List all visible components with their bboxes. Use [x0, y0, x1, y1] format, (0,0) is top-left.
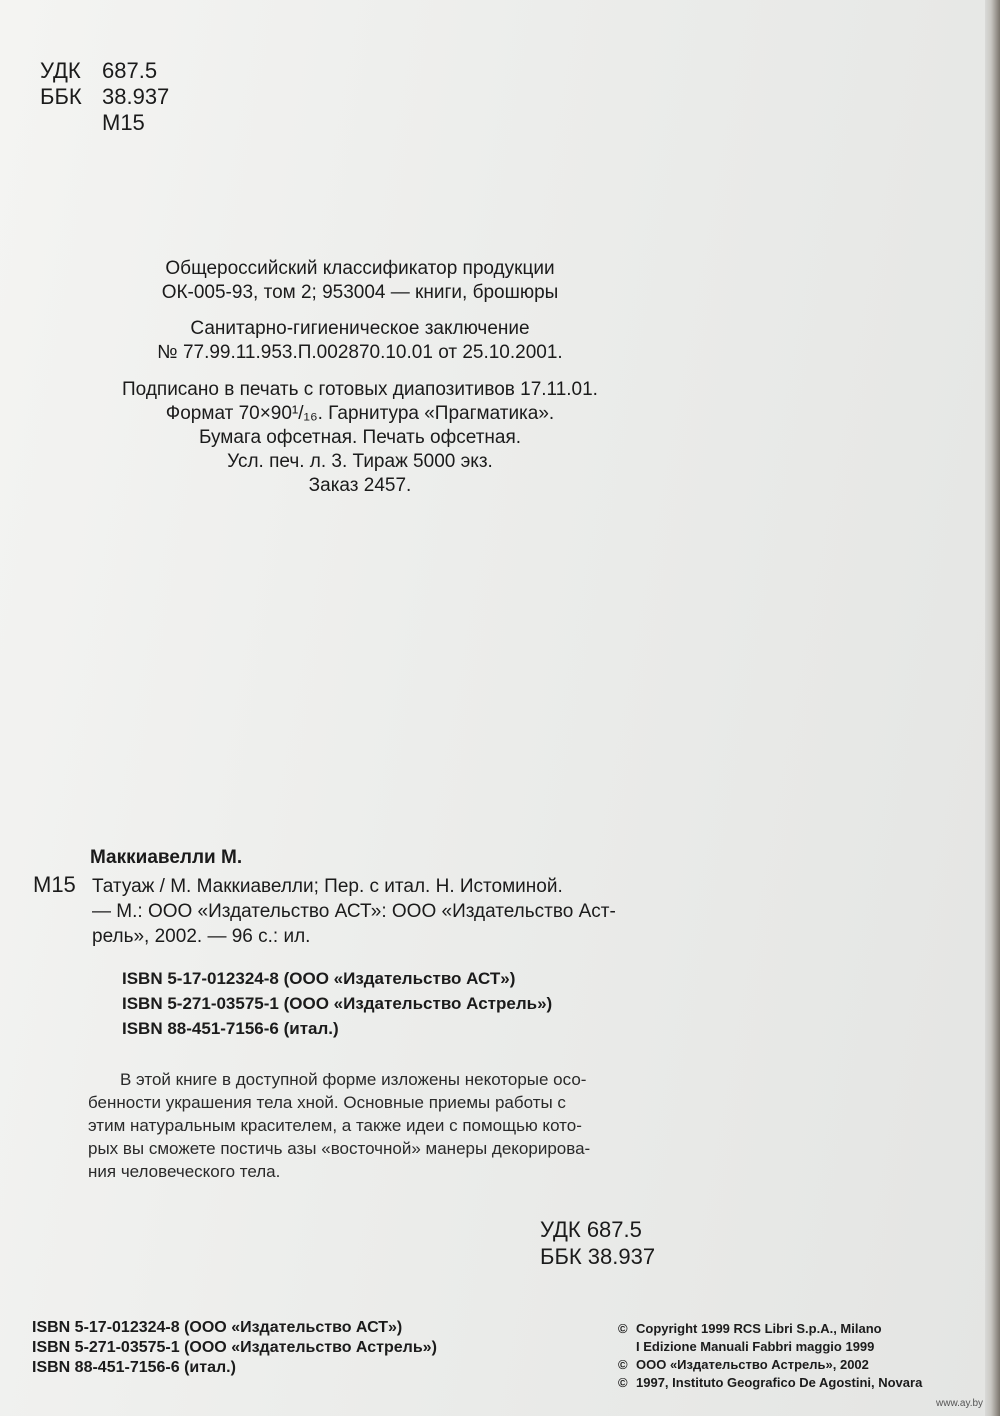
copyright-block [618, 1320, 922, 1392]
copyright-line: © 1997, Instituto Geografico De Agostini, Novara [618, 1375, 923, 1390]
catalog-codes [540, 1216, 655, 1270]
isbn-item: ISBN 5-17-012324-8 (ООО «Издательство АСТ») [122, 969, 516, 988]
sanitary-conclusion: Санитарно-гигиеническое заключение № 77.99.11.953.П.002870.10.01 от 25.10.2001. [157, 318, 563, 363]
copyright-icon: © [618, 1375, 628, 1390]
copyright-icon: © [618, 1357, 628, 1372]
author-mark: М15 [102, 110, 145, 135]
isbn-item: ISBN 88-451-7156-6 (итал.) [122, 1019, 339, 1038]
site-watermark: www.ay.by [936, 1398, 984, 1409]
page-edge-shadow [985, 0, 1000, 1416]
catalog-bbk: ББК 38.937 [540, 1244, 656, 1269]
product-classifier: Общероссийский классификатор продукции ОК-005-93, том 2; 953004 — книги, брошюры [161, 258, 559, 303]
isbn-item: ISBN 5-17-012324-8 (ООО «Издательство АСТ») [32, 1319, 403, 1336]
annotation: В этой книге в доступной форме изложены некоторые осо- бенности украшения тела хной. Основные приемы работы с этим натуральным красителем, а также идеи с помощью кото- рых вы сможете постичь азы «восточной» манеры декорирова- ния человеческого тела. [88, 1070, 591, 1181]
copyright-line: © ООО «Издательство Астрель», 2002 [618, 1357, 869, 1372]
print-info: Подписано в печать с готовых диапозитивов 17.11.01. Формат 70×90¹/₁₆. Гарнитура «Прагматика». Бумага офсетная. Печать офсетная. Усл. печ. л. 3. Тираж 5000 экз. Заказ 2457. [122, 379, 598, 496]
catalog-author: Маккиавелли М. [90, 847, 243, 868]
isbn-item: ISBN 88-451-7156-6 (итал.) [32, 1359, 236, 1376]
copyright-line: © Copyright 1999 RCS Libri S.p.A., Milano [618, 1321, 882, 1336]
catalog-udk: УДК 687.5 [540, 1217, 642, 1242]
isbn-item: ISBN 5-271-03575-1 (ООО «Издательство Астрель») [32, 1339, 437, 1356]
bbk-code: ББК 38.937 [40, 84, 170, 109]
copyright-icon: © [618, 1321, 628, 1336]
bottom-isbn-list [32, 1318, 437, 1378]
copyright-line: I Edizione Manuali Fabbri maggio 1999 [636, 1339, 875, 1354]
catalog-isbn-list [122, 966, 552, 1041]
catalog-mark: М15 [33, 872, 76, 897]
isbn-item: ISBN 5-271-03575-1 (ООО «Издательство Астрель») [122, 994, 553, 1013]
bibliographic-description: Татуаж / М. Маккиавелли; Пер. с итал. Н. Истоминой. — М.: ООО «Издательство АСТ»: ООО «Издательство Аст- рель», 2002. — 96 с.: ил. [92, 876, 616, 947]
udk-code: УДК 687.5 [40, 58, 158, 83]
classification-codes [40, 58, 169, 136]
